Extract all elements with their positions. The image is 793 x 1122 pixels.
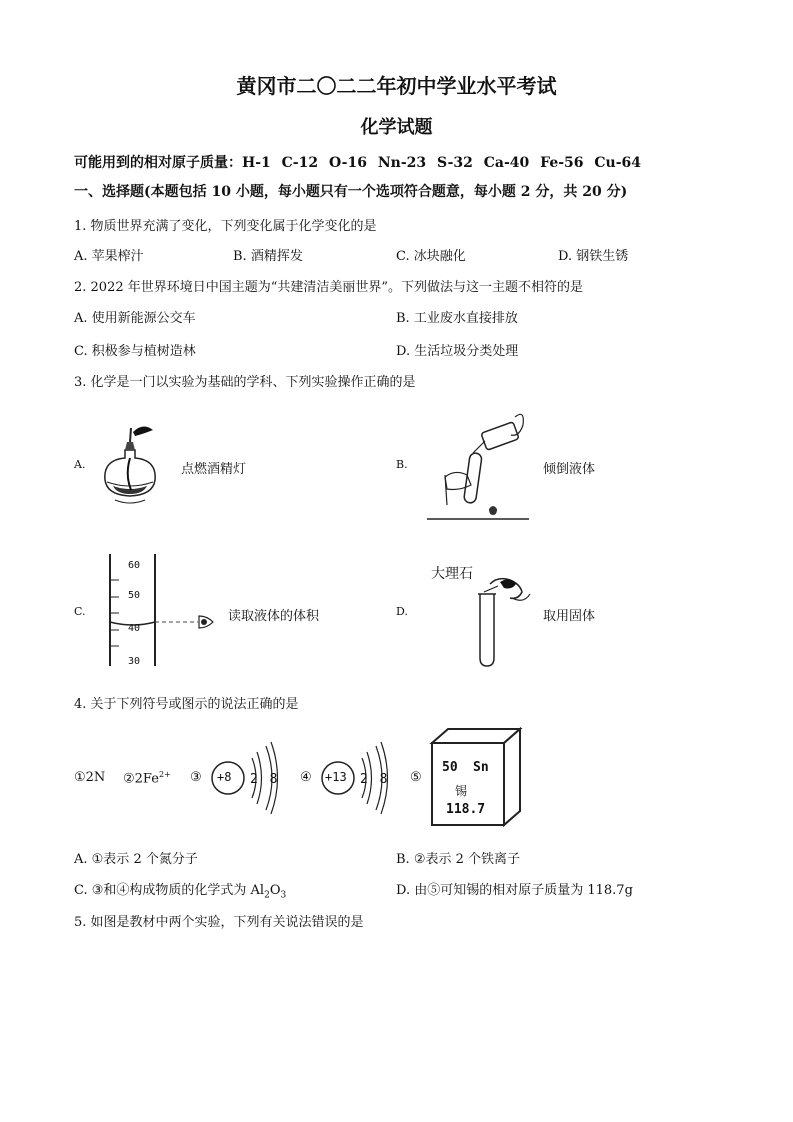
q3-option-a-text: 点燃酒精灯 xyxy=(181,462,247,477)
cylinder-tick-40: 40 xyxy=(128,623,141,634)
q2-option-b[interactable]: B. 工业废水直接排放 xyxy=(396,311,518,326)
q3-option-b-text: 倾倒液体 xyxy=(543,462,596,477)
element-atomic-number: 50 xyxy=(442,760,458,775)
cylinder-tick-30: 30 xyxy=(128,656,141,667)
atom-4-nucleus: +13 xyxy=(325,770,347,784)
q4-option-c-o: O xyxy=(269,883,281,898)
q3-option-c-text: 读取液体的体积 xyxy=(228,609,320,624)
element-name: 锡 xyxy=(455,784,468,798)
element-symbol: Sn xyxy=(473,760,489,775)
question-2-stem: 2. 2022 年世界环境日中国主题为“共建清洁美丽世界”。下列做法与这一主题不相符的是 xyxy=(74,280,584,295)
exam-subtitle: 化学试题 xyxy=(360,117,433,138)
cylinder-tick-60: 60 xyxy=(128,560,141,571)
element-mass: 118.7 xyxy=(446,802,486,817)
q3-option-d-text: 取用固体 xyxy=(543,609,596,624)
q4-option-c[interactable] xyxy=(74,879,286,901)
atom-4-shells: 2 8 xyxy=(360,772,388,787)
q4-option-c-sub1: 2 xyxy=(264,890,270,901)
question-3-stem: 3. 化学是一门以实验为基础的学科、下列实验操作正确的是 xyxy=(74,375,416,390)
q3-option-c-letter[interactable]: C. xyxy=(74,605,86,618)
alcohol-lamp-figure xyxy=(95,420,165,510)
q1-option-c[interactable]: C. 冰块融化 xyxy=(396,249,466,264)
section-heading: 一、选择题(本题包括 10 小题，每小题只有一个选项符合题意，每小题 2 分，共 20 分) xyxy=(74,184,628,200)
q3-option-d-letter[interactable]: D. xyxy=(396,605,408,618)
q4-option-c-text: C. ③和④构成物质的化学式为 Al xyxy=(74,883,265,898)
atom-3-shells: 2 8 xyxy=(250,772,278,787)
q2-option-d[interactable]: D. 生活垃圾分类处理 xyxy=(396,344,519,359)
exam-title: 黄冈市二〇二二年初中学业水平考试 xyxy=(236,74,557,98)
question-5-stem: 5. 如图是教材中两个实验，下列有关说法错误的是 xyxy=(74,915,364,930)
q2-option-a[interactable]: A. 使用新能源公交车 xyxy=(74,311,196,326)
item-5-marker: ⑤ xyxy=(410,770,422,785)
atom-3-nucleus: +8 xyxy=(217,770,232,784)
q4-option-a[interactable]: A. ①表示 2 个氮分子 xyxy=(74,852,198,867)
graduated-cylinder-figure xyxy=(103,552,223,668)
marble-label: 大理石 xyxy=(431,566,473,582)
question-4-stem: 4. 关于下列符号或图示的说法正确的是 xyxy=(74,697,299,712)
symbol-2fe-main: ②2Fe xyxy=(123,771,159,787)
item-4-marker: ④ xyxy=(300,770,312,785)
q1-option-a[interactable]: A. 苹果榨汁 xyxy=(74,249,144,264)
symbol-2n: ①2N xyxy=(74,770,106,785)
q3-option-b-letter[interactable]: B. xyxy=(396,458,408,471)
q4-option-b[interactable]: B. ②表示 2 个铁离子 xyxy=(396,852,521,867)
cylinder-tick-50: 50 xyxy=(128,590,141,601)
symbol-2fe xyxy=(123,770,171,786)
q4-option-c-sub2: 3 xyxy=(280,890,287,901)
symbol-2fe-charge: 2+ xyxy=(158,770,171,779)
taking-solid-figure xyxy=(470,570,540,670)
q3-option-a-letter[interactable]: A. xyxy=(74,458,86,471)
item-3-marker: ③ xyxy=(190,770,202,785)
q4-option-d[interactable]: D. 由⑤可知锡的相对原子质量为 118.7g xyxy=(396,883,633,898)
pouring-liquid-figure xyxy=(425,405,535,525)
q2-option-c[interactable]: C. 积极参与植树造林 xyxy=(74,344,196,359)
atomic-mass-line: 可能用到的相对原子质量：H-1 C-12 O-16 Nn-23 S-32 Ca-40 Fe-56 Cu-64 xyxy=(74,155,642,171)
q1-option-d[interactable]: D. 钢铁生锈 xyxy=(558,249,629,264)
q1-option-b[interactable]: B. 酒精挥发 xyxy=(233,249,303,264)
question-1-stem: 1. 物质世界充满了变化，下列变化属于化学变化的是 xyxy=(74,219,377,234)
